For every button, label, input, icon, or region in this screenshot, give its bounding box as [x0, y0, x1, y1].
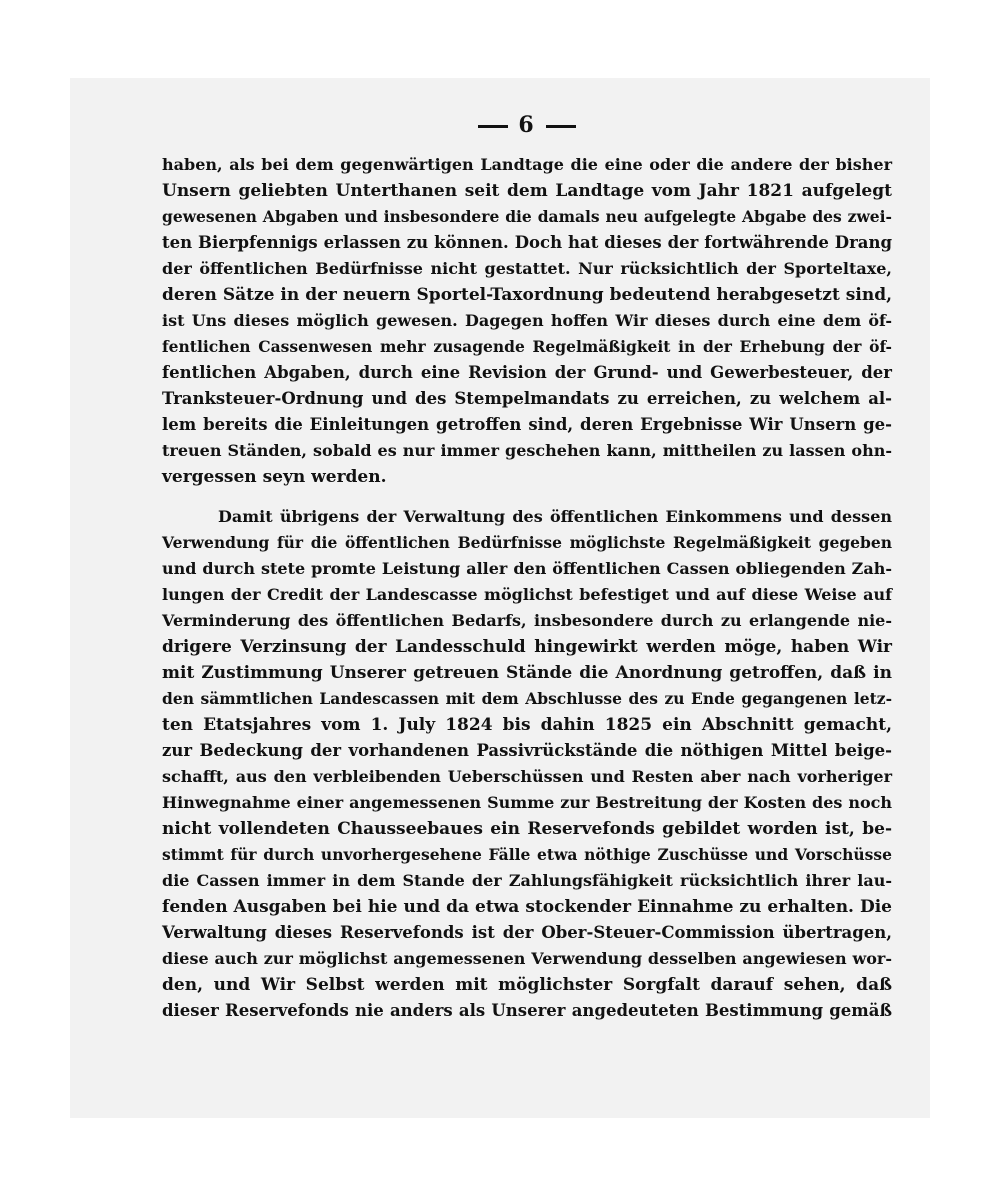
text-line: der öffentlichen Bedürfnisse nicht gestattet. Nur rücksichtlich der Sporteltaxe,	[162, 259, 892, 278]
page-number	[162, 112, 892, 138]
text-line: drigere Verzinsung der Landesschuld hingewirkt werden möge, haben Wir	[162, 637, 892, 657]
text-line: ist Uns dieses möglich gewesen. Dagegen hoffen Wir dieses durch eine dem öf-	[162, 311, 892, 330]
text-line: den, und Wir Selbst werden mit möglichster Sorgfalt darauf sehen, daß	[162, 975, 892, 995]
text-line: lungen der Credit der Landescasse möglichst befestiget und auf diese Weise auf	[162, 585, 892, 604]
text-line: fenden Ausgaben bei hie und da etwa stockender Einnahme zu erhalten. Die	[162, 897, 892, 917]
text-line: und durch stete promte Leistung aller den öffentlichen Cassen obliegenden Zah-	[162, 559, 892, 578]
paragraph-1	[162, 152, 892, 490]
text-line: Verminderung des öffentlichen Bedarfs, insbesondere durch zu erlangende nie-	[162, 611, 892, 630]
text-line: Verwaltung dieses Reservefonds ist der Ober-Steuer-Commission übertragen,	[162, 923, 892, 942]
text-line: Unsern geliebten Unterthanen seit dem Landtage vom Jahr 1821 aufgelegt	[162, 181, 892, 201]
page-number-dash-right	[546, 125, 576, 128]
page-number-dash-left	[478, 125, 508, 128]
text-line: haben, als bei dem gegenwärtigen Landtage die eine oder die andere der bisher	[162, 155, 892, 174]
document-page	[162, 112, 892, 1042]
text-line: die Cassen immer in dem Stande der Zahlungsfähigkeit rücksichtlich ihrer lau-	[162, 871, 892, 890]
text-line: schafft, aus den verbleibenden Ueberschüssen und Resten aber nach vorheriger	[162, 767, 892, 786]
text-line: vergessen seyn werden.	[162, 467, 387, 487]
text-line: diese auch zur möglichst angemessenen Verwendung desselben angewiesen wor-	[162, 949, 892, 968]
text-line: mit Zustimmung Unserer getreuen Stände die Anordnung getroffen, daß in	[162, 663, 892, 683]
text-line: Tranksteuer-Ordnung und des Stempelmandats zu erreichen, zu welchem al-	[162, 389, 892, 408]
page-number-text: 6	[518, 112, 536, 138]
text-line: lem bereits die Einleitungen getroffen sind, deren Ergebnisse Wir Unsern ge-	[162, 415, 892, 434]
text-line: Verwendung für die öffentlichen Bedürfnisse möglichste Regelmäßigkeit gegeben	[162, 533, 892, 552]
text-line: stimmt für durch unvorhergesehene Fälle etwa nöthige Zuschüsse und Vorschüsse	[162, 845, 892, 864]
paragraph-2	[162, 504, 892, 1024]
text-line: den sämmtlichen Landescassen mit dem Abschlusse des zu Ende gegangenen letz-	[162, 689, 892, 708]
text-line: deren Sätze in der neuern Sportel-Taxordnung bedeutend herabgesetzt sind,	[162, 285, 892, 305]
text-line: nicht vollendeten Chausseebaues ein Reservefonds gebildet worden ist, be-	[162, 819, 892, 839]
text-line: fentlichen Cassenwesen mehr zusagende Regelmäßigkeit in der Erhebung der öf-	[162, 337, 892, 356]
text-line: zur Bedeckung der vorhandenen Passivrückstände die nöthigen Mittel beige-	[162, 741, 892, 760]
text-line: gewesenen Abgaben und insbesondere die damals neu aufgelegte Abgabe des zwei-	[162, 207, 892, 226]
text-line: ten Bierpfennigs erlassen zu können. Doch hat dieses der fortwährende Drang	[162, 233, 892, 252]
text-line: fentlichen Abgaben, durch eine Revision der Grund- und Gewerbesteuer, der	[162, 363, 892, 382]
text-line: ten Etatsjahres vom 1. July 1824 bis dahin 1825 ein Abschnitt gemacht,	[162, 715, 892, 735]
text-line: dieser Reservefonds nie anders als Unserer angedeuteten Bestimmung gemäß	[162, 1001, 892, 1020]
text-line: Damit übrigens der Verwaltung des öffentlichen Einkommens und dessen	[218, 507, 892, 526]
text-line: treuen Ständen, sobald es nur immer geschehen kann, mittheilen zu lassen ohn-	[162, 441, 892, 460]
text-line: Hinwegnahme einer angemessenen Summe zur Bestreitung der Kosten des noch	[162, 793, 892, 812]
